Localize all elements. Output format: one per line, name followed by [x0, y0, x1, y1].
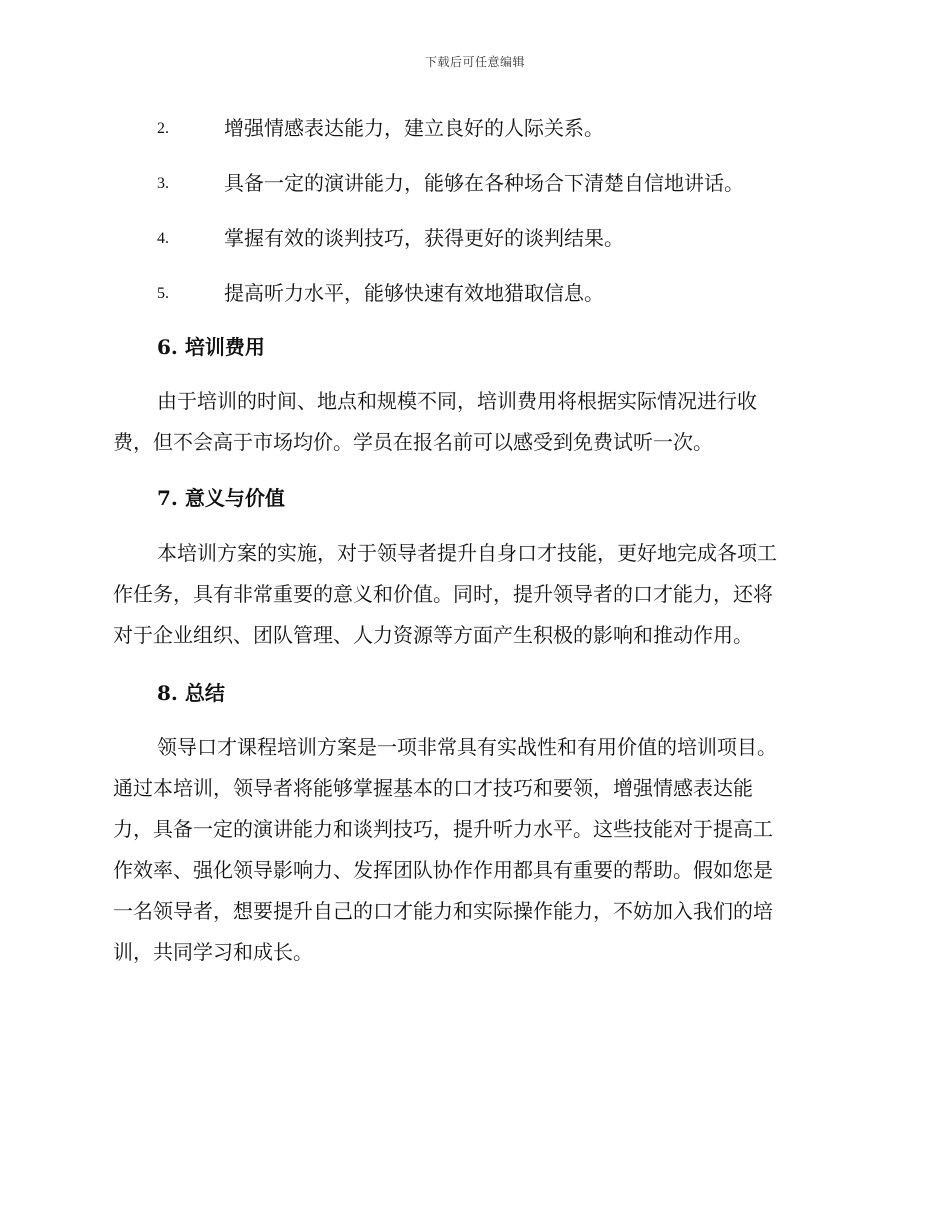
section-heading-summary: 8. 总结 [157, 681, 225, 705]
paragraph-line: 作任务，具有非常重要的意义和价值。同时，提升领导者的口才能力，还将 [113, 582, 773, 606]
section-paragraph-value [113, 533, 833, 656]
list-item [157, 169, 837, 197]
list-text: 具备一定的演讲能力，能够在各种场合下清楚自信地讲话。 [224, 171, 744, 195]
list-text: 提高听力水平，能够快速有效地猎取信息。 [224, 281, 604, 305]
section-heading-value: 7. 意义与价值 [157, 486, 285, 510]
list-item [157, 279, 837, 307]
list-item [157, 114, 837, 142]
header-note: 下载后可任意编辑 [424, 55, 525, 69]
paragraph-line: 训，共同学习和成长。 [113, 940, 313, 964]
list-number: 4. [157, 230, 169, 247]
list-number: 2. [157, 120, 169, 137]
list-item [157, 224, 837, 252]
paragraph-line: 一名领导者，想要提升自己的口才能力和实际操作能力，不妨加入我们的培 [113, 899, 773, 923]
section-paragraph-fees [113, 381, 833, 463]
paragraph-line: 费，但不会高于市场均价。学员在报名前可以感受到免费试听一次。 [113, 430, 713, 454]
list-number: 5. [157, 285, 169, 302]
paragraph-line: 领导口才课程培训方案是一项非常具有实战性和有用价值的培训项目。 [157, 735, 777, 759]
paragraph-line: 通过本培训，领导者将能够掌握基本的口才技巧和要领，增强情感表达能 [113, 776, 753, 800]
section-paragraph-summary [113, 727, 833, 973]
paragraph-line: 对于企业组织、团队管理、人力资源等方面产生积极的影响和推动作用。 [113, 623, 753, 647]
paragraph-line: 本培训方案的实施，对于领导者提升自身口才技能，更好地完成各项工 [157, 541, 777, 565]
paragraph-line: 作效率、强化领导影响力、发挥团队协作作用都具有重要的帮助。假如您是 [113, 858, 773, 882]
paragraph-line: 力，具备一定的演讲能力和谈判技巧，提升听力水平。这些技能对于提高工 [113, 817, 773, 841]
list-text: 掌握有效的谈判技巧，获得更好的谈判结果。 [224, 226, 624, 250]
paragraph-line: 由于培训的时间、地点和规模不同，培训费用将根据实际情况进行收 [157, 389, 757, 413]
list-number: 3. [157, 175, 169, 192]
list-text: 增强情感表达能力，建立良好的人际关系。 [224, 116, 604, 140]
section-heading-fees: 6. 培训费用 [157, 335, 265, 359]
